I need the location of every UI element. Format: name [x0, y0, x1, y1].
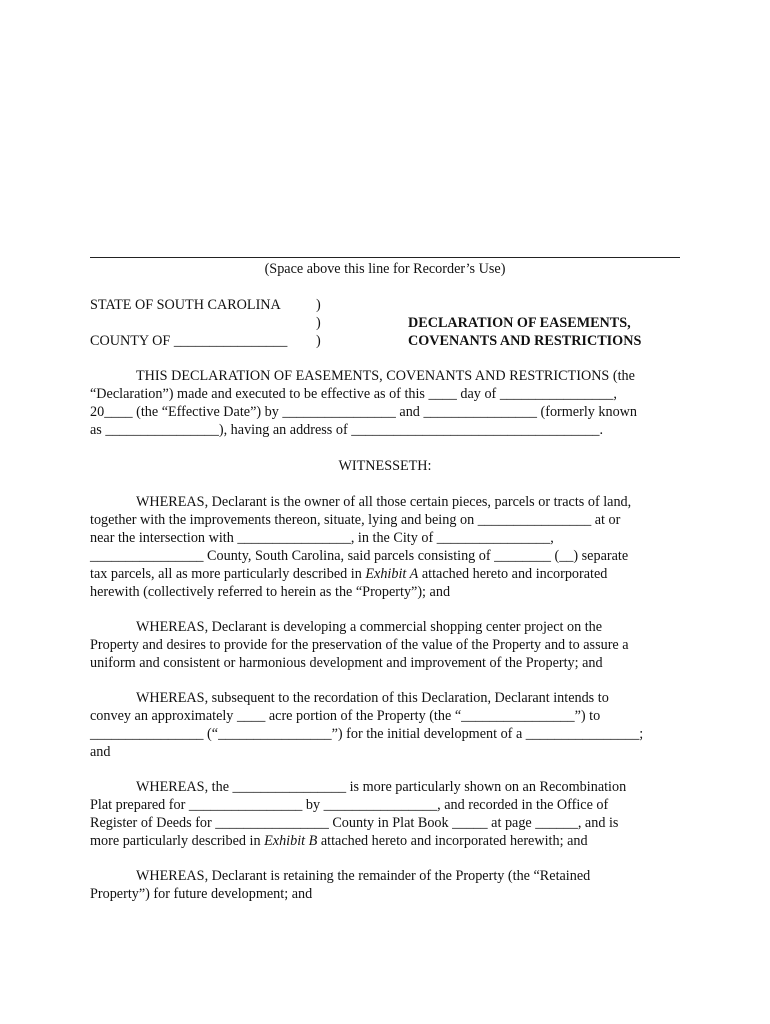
- state-caption: STATE OF SOUTH CAROLINA: [90, 297, 281, 313]
- text-fragment: attached hereto and incorporated herewith; and: [317, 833, 588, 849]
- text-line: as ________________), having an address of ___________________________________.: [90, 422, 604, 438]
- text-fragment: tax parcels, all as more particularly described in: [90, 566, 366, 582]
- text-line: WHEREAS, Declarant is retaining the remainder of the Property (the “Retained: [136, 868, 591, 884]
- whereas-paragraph-2: [90, 618, 680, 672]
- text-line: WHEREAS, Declarant is the owner of all those certain pieces, parcels or tracts of land,: [136, 494, 632, 510]
- text-line: together with the improvements thereon, situate, lying and being on ________________ at or: [90, 512, 621, 528]
- caption-paren: ): [316, 333, 321, 349]
- document-title-line1: DECLARATION OF EASEMENTS,: [408, 315, 631, 331]
- caption-paren: ): [316, 297, 321, 313]
- exhibit-a-reference: Exhibit A: [365, 566, 419, 582]
- text-line: THIS DECLARATION OF EASEMENTS, COVENANTS AND RESTRICTIONS (the: [136, 368, 635, 384]
- intro-paragraph: [90, 367, 680, 439]
- whereas-paragraph-4: [90, 778, 680, 850]
- text-line: [90, 565, 680, 583]
- document-title-line2: COVENANTS AND RESTRICTIONS: [408, 333, 642, 349]
- text-line: WHEREAS, the ________________ is more particularly shown on an Recombination: [136, 779, 627, 795]
- text-line: near the intersection with ________________, in the City of ________________,: [90, 530, 554, 546]
- text-fragment: attached hereto and incorporated: [418, 566, 608, 582]
- county-caption: COUNTY OF ________________: [90, 333, 288, 349]
- text-line: [90, 832, 680, 850]
- text-line: WHEREAS, subsequent to the recordation of this Declaration, Declarant intends to: [136, 690, 609, 706]
- text-line: Register of Deeds for ________________ County in Plat Book _____ at page ______, and is: [90, 815, 619, 831]
- text-line: and: [90, 744, 111, 760]
- exhibit-b-reference: Exhibit B: [264, 833, 318, 849]
- text-line: Plat prepared for ________________ by ________________, and recorded in the Office of: [90, 797, 609, 813]
- text-line: uniform and consistent or harmonious development and improvement of the Property; and: [90, 655, 603, 671]
- text-line: 20____ (the “Effective Date”) by ________________ and ________________ (formerly known: [90, 404, 638, 420]
- witnesseth-heading: WITNESSETH:: [338, 458, 432, 474]
- recorder-rule: [90, 257, 680, 258]
- text-line: convey an approximately ____ acre portion of the Property (the “________________”) to: [90, 708, 601, 724]
- whereas-paragraph-5: [90, 867, 680, 903]
- caption-paren: ): [316, 315, 321, 331]
- text-line: ________________ County, South Carolina, said parcels consisting of ________ (__) separate: [90, 548, 629, 564]
- text-line: “Declaration”) made and executed to be effective as of this ____ day of ________________,: [90, 386, 617, 402]
- text-line: Property”) for future development; and: [90, 886, 313, 902]
- recorder-note: (Space above this line for Recorder’s Use): [264, 261, 506, 277]
- whereas-paragraph-3: [90, 689, 680, 761]
- text-line: WHEREAS, Declarant is developing a commercial shopping center project on the: [136, 619, 603, 635]
- text-line: ________________ (“________________”) for the initial development of a ________________;: [90, 726, 644, 742]
- text-line: herewith (collectively referred to herein as the “Property”); and: [90, 584, 451, 600]
- text-fragment: more particularly described in: [90, 833, 265, 849]
- text-line: Property and desires to provide for the preservation of the value of the Property and to assure a: [90, 637, 629, 653]
- whereas-paragraph-1: [90, 493, 680, 601]
